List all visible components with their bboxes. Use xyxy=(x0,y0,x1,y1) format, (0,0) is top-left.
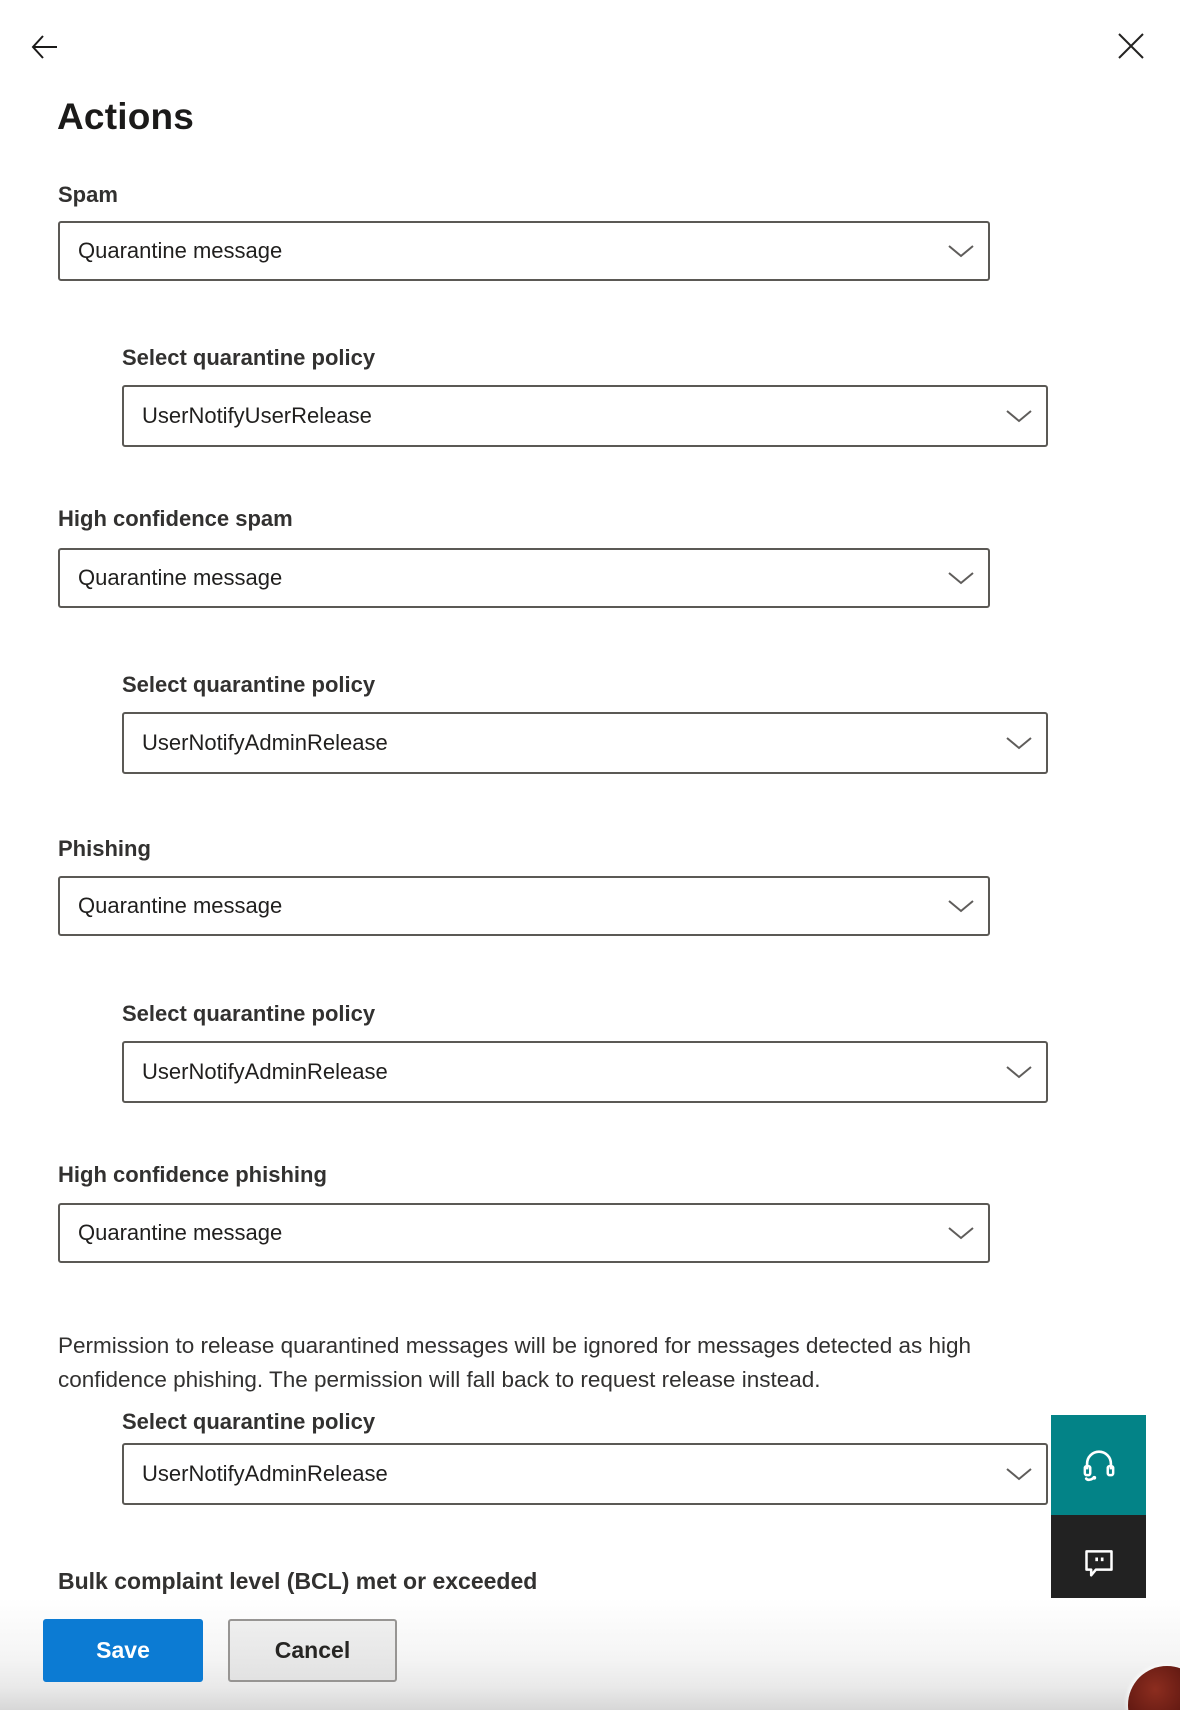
section-label-spam: Spam xyxy=(58,182,118,207)
high-confidence-spam-action-value: Quarantine message xyxy=(78,565,283,590)
high-confidence-spam-quarantine-policy-dropdown[interactable] xyxy=(122,712,1048,774)
phishing-action-dropdown[interactable] xyxy=(58,876,990,936)
high-confidence-spam-action-dropdown[interactable] xyxy=(58,548,990,608)
footer-bar xyxy=(0,1598,1180,1710)
high-confidence-phishing-policy-value: UserNotifyAdminRelease xyxy=(142,1461,388,1486)
spam-quarantine-policy-dropdown[interactable] xyxy=(122,385,1048,447)
back-button[interactable] xyxy=(26,28,64,66)
support-button[interactable] xyxy=(1051,1415,1146,1515)
section-label-phishing: Phishing xyxy=(58,836,151,861)
spam-policy-label: Select quarantine policy xyxy=(122,345,376,370)
close-button[interactable] xyxy=(1116,31,1146,61)
corner-decoration xyxy=(1128,1666,1180,1710)
phishing-action-value: Quarantine message xyxy=(78,893,283,918)
arrow-left-icon xyxy=(26,28,64,66)
high-confidence-spam-policy-value: UserNotifyAdminRelease xyxy=(142,730,388,755)
spam-action-dropdown[interactable] xyxy=(58,221,990,281)
phishing-quarantine-policy-dropdown[interactable] xyxy=(122,1041,1048,1103)
chevron-down-icon xyxy=(947,243,975,259)
phishing-policy-value: UserNotifyAdminRelease xyxy=(142,1059,388,1084)
feedback-button[interactable] xyxy=(1051,1515,1146,1611)
high-confidence-phishing-action-value: Quarantine message xyxy=(78,1220,283,1245)
section-label-high-confidence-spam: High confidence spam xyxy=(58,506,293,531)
high-confidence-spam-policy-label: Select quarantine policy xyxy=(122,672,376,697)
close-icon xyxy=(1116,31,1146,61)
spam-policy-value: UserNotifyUserRelease xyxy=(142,403,372,428)
spam-action-value: Quarantine message xyxy=(78,238,283,263)
chevron-down-icon xyxy=(1005,1064,1033,1080)
phishing-policy-label: Select quarantine policy xyxy=(122,1001,376,1026)
section-label-high-confidence-phishing: High confidence phishing xyxy=(58,1162,327,1187)
high-confidence-phishing-note: Permission to release quarantined messages will be ignored for messages detected as high confidence phishing. The permission will fall back to request release instead. xyxy=(58,1332,972,1392)
page-title: Actions xyxy=(57,96,195,137)
section-label-bulk-complaint-level: Bulk complaint level (BCL) met or exceeded xyxy=(58,1568,538,1594)
high-confidence-phishing-action-dropdown[interactable] xyxy=(58,1203,990,1263)
save-button[interactable]: Save xyxy=(43,1619,203,1682)
headset-icon xyxy=(1078,1444,1120,1486)
chevron-down-icon xyxy=(1005,735,1033,751)
chevron-down-icon xyxy=(1005,1466,1033,1482)
high-confidence-phishing-policy-label: Select quarantine policy xyxy=(122,1409,376,1434)
cancel-button[interactable]: Cancel xyxy=(228,1619,397,1682)
chevron-down-icon xyxy=(947,898,975,914)
feedback-chat-icon xyxy=(1079,1543,1119,1583)
chevron-down-icon xyxy=(947,1225,975,1241)
chevron-down-icon xyxy=(1005,408,1033,424)
chevron-down-icon xyxy=(947,570,975,586)
high-confidence-phishing-quarantine-policy-dropdown[interactable] xyxy=(122,1443,1048,1505)
